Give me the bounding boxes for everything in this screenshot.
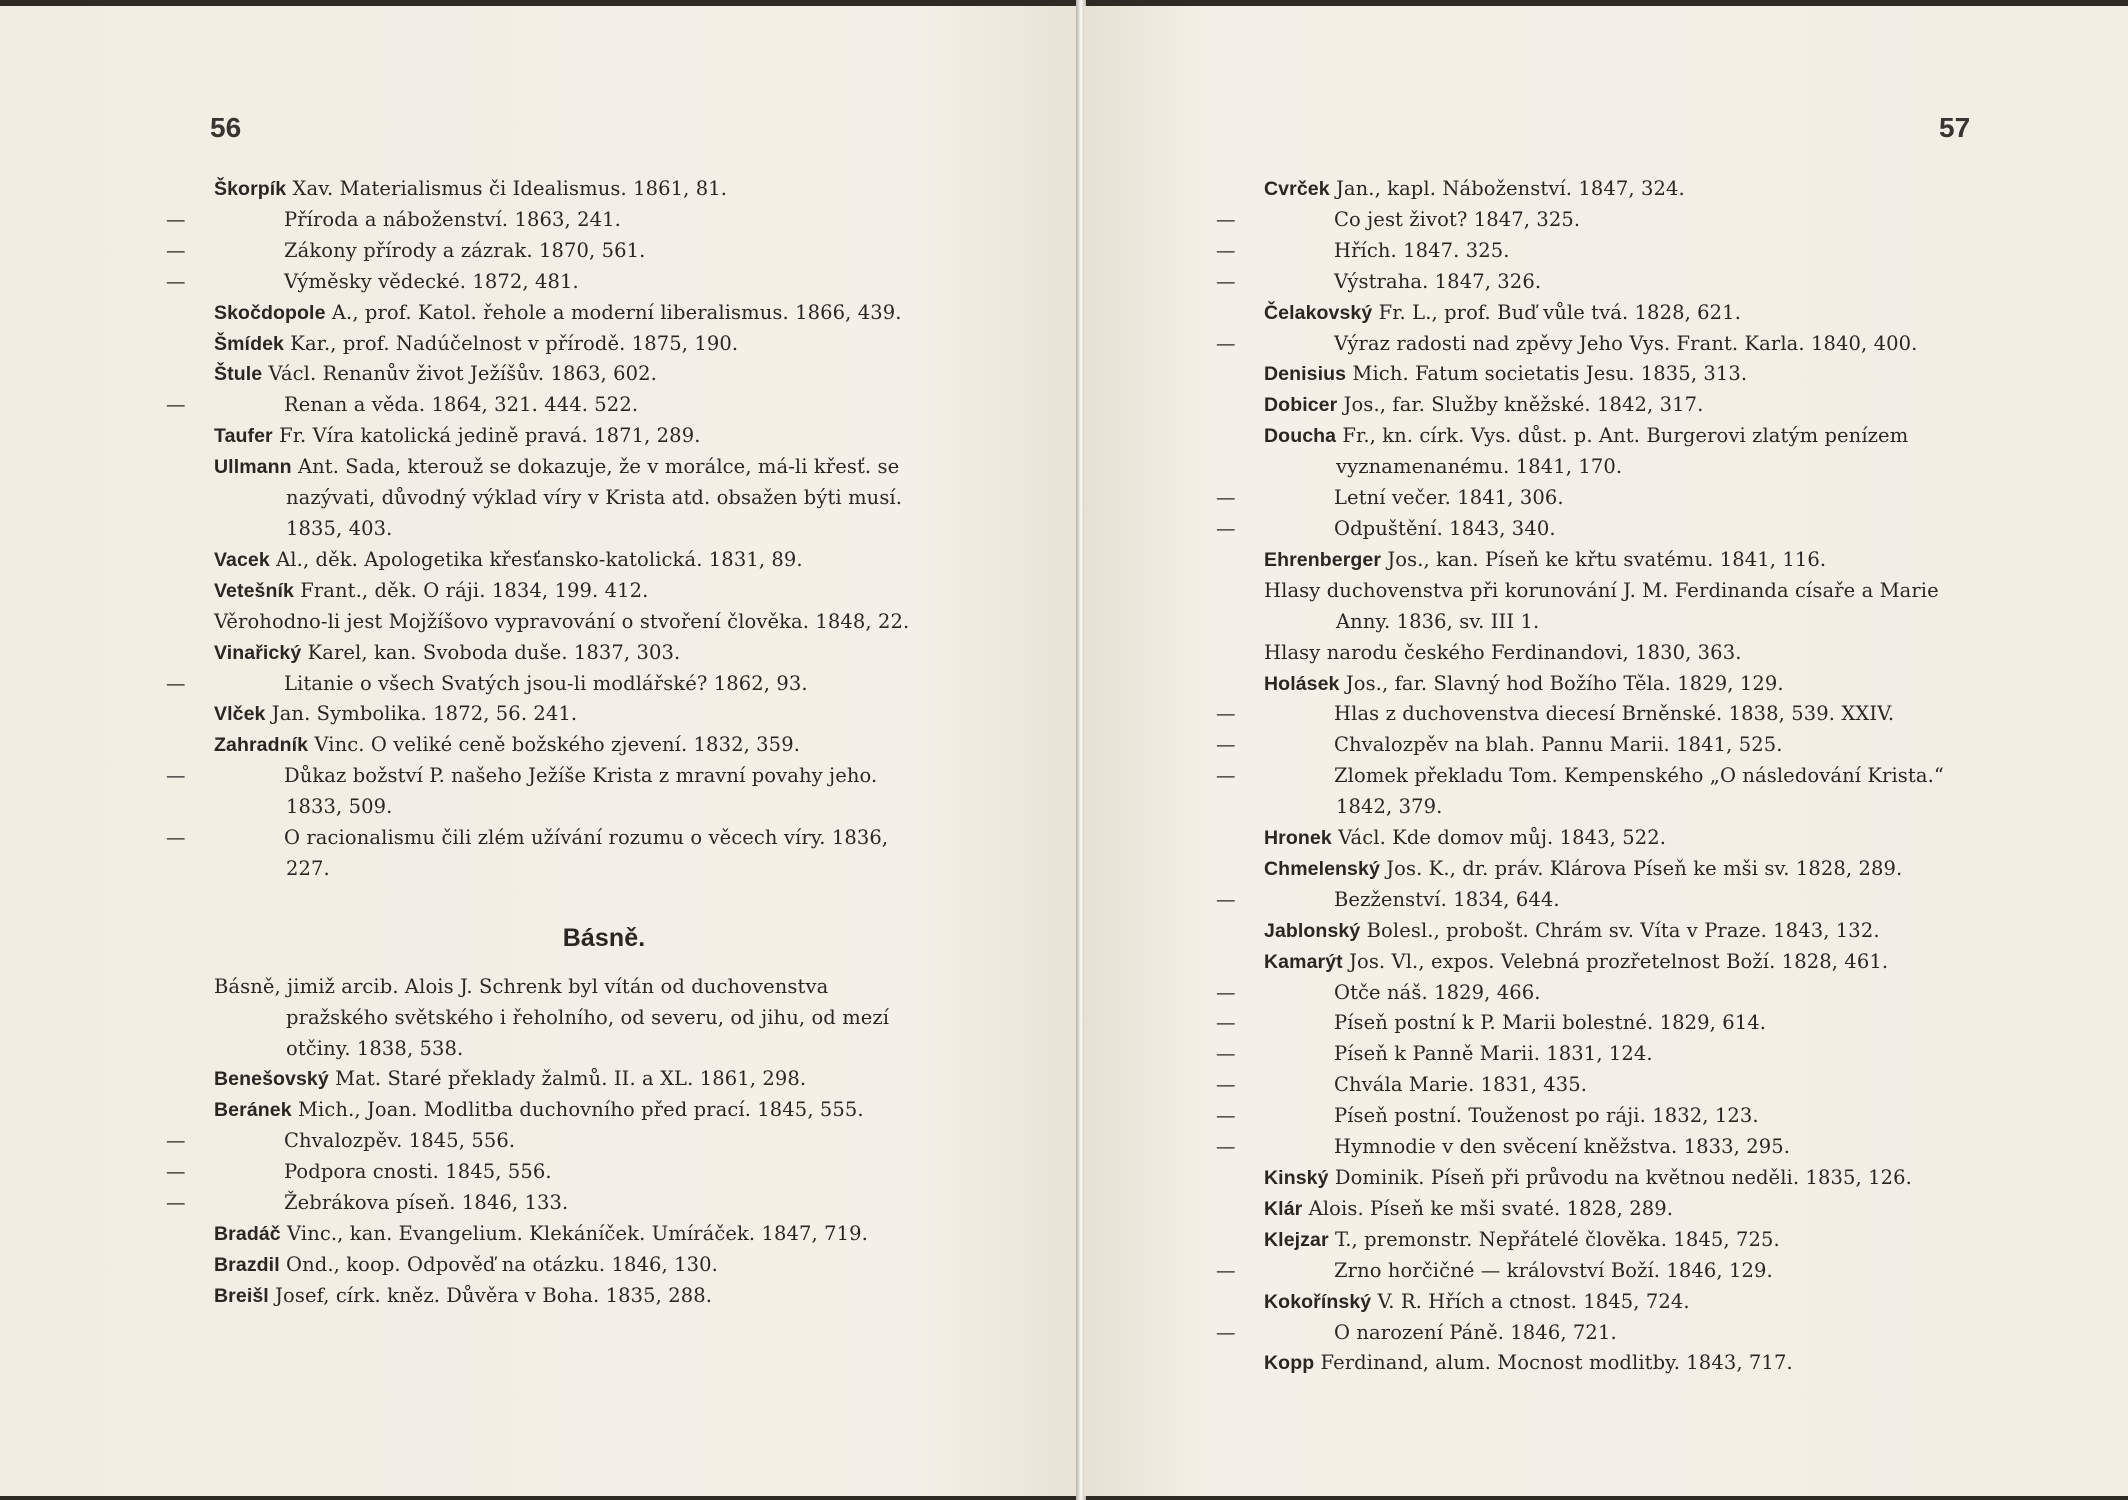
index-entry	[214, 1095, 934, 1126]
entry-text: Xav. Materialismus či Idealismus. 1861, 81.	[292, 177, 728, 200]
index-entry	[1264, 916, 1964, 947]
ditto-dash: —	[1216, 1042, 1236, 1066]
ditto-dash: —	[1216, 887, 1236, 911]
author-name: Vinařický	[214, 641, 302, 664]
index-entry	[214, 699, 934, 730]
author-name: Breišl	[214, 1284, 269, 1307]
entry-text: Al., děk. Apologetika křesťansko-katolická. 1831, 89.	[276, 547, 803, 571]
index-entry	[1264, 1225, 1964, 1256]
index-entry	[1216, 761, 1964, 823]
ditto-dash: —	[1216, 269, 1236, 293]
ditto-dash: —	[1216, 516, 1236, 540]
index-entry	[1264, 359, 1964, 390]
entry-text: Podpora cnosti. 1845, 556.	[284, 1160, 552, 1184]
index-entry	[1264, 1348, 1964, 1379]
author-name: Jablonský	[1264, 919, 1361, 942]
index-entry	[1264, 545, 1964, 576]
entry-text: Vinc. O veliké ceně božského zjevení. 1832, 359.	[314, 733, 800, 757]
entry-group	[1216, 174, 1964, 1379]
entry-text: Renan a věda. 1864, 321. 444. 522.	[284, 393, 639, 417]
entry-text: Odpuštění. 1843, 340.	[1334, 516, 1556, 540]
index-entry	[214, 638, 934, 669]
entry-text: Otče náš. 1829, 466.	[1334, 980, 1541, 1004]
author-name: Dobicer	[1264, 394, 1338, 417]
author-name: Kamarýt	[1264, 950, 1343, 973]
author-name: Hronek	[1264, 827, 1332, 850]
index-entry	[166, 267, 934, 298]
entry-text: Hřích. 1847. 325.	[1334, 238, 1510, 262]
entry-text: Píseň postní. Touženost po ráji. 1832, 123.	[1334, 1104, 1759, 1128]
index-entry	[1216, 1318, 1964, 1349]
ditto-dash: —	[166, 826, 186, 850]
entry-text: Píseň k Panně Marii. 1831, 124.	[1334, 1042, 1653, 1066]
entry-text: Zrno horčičné — království Boží. 1846, 129.	[1334, 1258, 1773, 1282]
entry-text: Letní večer. 1841, 306.	[1334, 486, 1564, 510]
index-entry	[214, 452, 934, 545]
entry-text: Ond., koop. Odpověď na otázku. 1846, 130.	[286, 1252, 718, 1276]
entry-text: O narození Páně. 1846, 721.	[1334, 1320, 1617, 1344]
ditto-dash: —	[166, 238, 186, 262]
index-entry	[214, 576, 934, 607]
left-page	[0, 6, 1078, 1496]
index-entry	[214, 730, 934, 761]
entry-text: Fr., kn. círk. Vys. důst. p. Ant. Burgerovi zlatým penízem vyznamenanému. 1841, 170.	[1336, 424, 1909, 479]
ditto-dash: —	[1216, 1258, 1236, 1282]
entry-text: Ferdinand, alum. Mocnost modlitby. 1843, 717.	[1320, 1351, 1793, 1375]
index-entry	[214, 607, 934, 638]
ditto-dash: —	[1216, 486, 1236, 510]
entry-text: Výraz radosti nad zpěvy Jeho Vys. Frant. Karla. 1840, 400.	[1334, 331, 1918, 355]
entry-text: Výstraha. 1847, 326.	[1334, 269, 1542, 293]
author-name: Benešovský	[214, 1068, 329, 1091]
index-entry	[1216, 1039, 1964, 1070]
entry-text: Josef, círk. kněz. Důvěra v Boha. 1835, 288.	[275, 1283, 713, 1307]
author-name: Holásek	[1264, 672, 1340, 695]
index-entry	[1216, 1008, 1964, 1039]
author-name: Taufer	[214, 425, 273, 448]
entry-text: Karel, kan. Svoboda duše. 1837, 303.	[307, 640, 681, 664]
index-entry	[1264, 421, 1964, 483]
index-entry	[1216, 1070, 1964, 1101]
entry-text: Hymnodie v den svěcení kněžstva. 1833, 295.	[1334, 1135, 1791, 1159]
index-entry	[1216, 885, 1964, 916]
ditto-dash: —	[166, 393, 186, 417]
index-entry	[1216, 978, 1964, 1009]
entry-text: Václ. Renanův život Ježíšův. 1863, 602.	[268, 362, 657, 386]
ditto-dash: —	[166, 1129, 186, 1153]
index-entry	[166, 1126, 934, 1157]
author-name: Vacek	[214, 548, 270, 571]
author-name: Doucha	[1264, 425, 1337, 448]
entry-text: A., prof. Katol. řehole a moderní liberalismus. 1866, 439.	[331, 300, 902, 324]
page-number: 56	[210, 112, 242, 143]
ditto-dash: —	[166, 269, 186, 293]
index-entry	[214, 1064, 934, 1095]
right-page	[1084, 6, 2128, 1496]
author-name: Klár	[1264, 1197, 1303, 1220]
ditto-dash: —	[166, 764, 186, 788]
ditto-dash: —	[1216, 238, 1236, 262]
author-name: Kopp	[1264, 1352, 1315, 1375]
entry-text: Hlasy duchovenstva při korunování J. M. Ferdinanda císaře a Marie Anny. 1836, sv. III 1.	[1264, 578, 1939, 633]
entry-text: Kar., prof. Nadúčelnost v přírodě. 1875, 190.	[290, 331, 739, 355]
author-name: Kokořínský	[1264, 1290, 1372, 1313]
ditto-dash: —	[1216, 980, 1236, 1004]
author-name: Klejzar	[1264, 1228, 1329, 1251]
ditto-dash: —	[1216, 764, 1236, 788]
entry-text: Ant. Sada, kterouž se dokazuje, že v morálce, má-li křesť. se nazývati, důvodný výklad víry v Krista atd. obsažen býti musí. 1835, 403.	[286, 455, 903, 540]
ditto-dash: —	[1216, 1135, 1236, 1159]
entry-text: Důkaz božství P. našeho Ježíše Krista z mravní povahy jeho. 1833, 509.	[284, 764, 878, 819]
index-entry	[1264, 947, 1964, 978]
index-entry	[1216, 329, 1964, 360]
index-entry	[1216, 205, 1964, 236]
entry-text: Chvála Marie. 1831, 435.	[1334, 1073, 1588, 1097]
index-entry	[214, 972, 934, 1065]
index-entry	[214, 421, 934, 452]
author-name: Denisius	[1264, 363, 1347, 386]
entry-text: Chvalozpěv na blah. Pannu Marii. 1841, 525.	[1334, 733, 1783, 757]
page-number: 57	[1939, 112, 1971, 143]
entry-text: Václ. Kde domov můj. 1843, 522.	[1338, 826, 1667, 850]
author-name: Kinský	[1264, 1167, 1329, 1189]
entry-text: Jos., far. Služby kněžské. 1842, 317.	[1343, 393, 1704, 417]
index-entry	[1216, 514, 1964, 545]
index-entry	[166, 390, 934, 421]
index-entry	[1216, 483, 1964, 514]
entry-text: Jan., kapl. Náboženství. 1847, 324.	[1335, 177, 1685, 200]
entry-text: Fr. L., prof. Buď vůle tvá. 1828, 621.	[1378, 300, 1741, 324]
index-entry	[1216, 267, 1964, 298]
author-name: Zahradník	[214, 734, 309, 757]
entry-list	[1216, 174, 1964, 1379]
index-entry	[214, 174, 934, 205]
entry-text: Jos., kan. Píseň ke křtu svatému. 1841, 116.	[1387, 547, 1827, 571]
entry-text: O racionalismu čili zlém užívání rozumu o věcech víry. 1836, 227.	[284, 826, 889, 880]
index-entry	[1264, 854, 1964, 885]
ditto-dash: —	[1216, 207, 1236, 231]
ditto-dash: —	[166, 207, 186, 231]
ditto-dash: —	[1216, 1320, 1236, 1344]
index-entry	[1264, 1163, 1964, 1194]
index-entry	[1216, 1256, 1964, 1287]
index-entry	[1264, 638, 1964, 669]
entry-text: Dominik. Píseň při průvodu na květnou neděli. 1835, 126.	[1334, 1166, 1912, 1189]
index-entry	[1264, 823, 1964, 854]
author-name: Cvrček	[1264, 178, 1330, 200]
index-entry	[166, 1157, 934, 1188]
ditto-dash: —	[166, 1160, 186, 1184]
index-entry	[1216, 699, 1964, 730]
author-name: Šmídek	[214, 332, 284, 355]
author-name: Ullmann	[214, 456, 292, 479]
index-entry	[166, 236, 934, 267]
index-entry	[214, 1219, 934, 1250]
entry-text: Hlasy narodu českého Ferdinandovi, 1830, 363.	[1264, 640, 1742, 664]
entry-text: Hlas z duchovenstva diecesí Brněnské. 1838, 539. XXIV.	[1334, 702, 1895, 726]
entry-text: Alois. Píseň ke mši svaté. 1828, 289.	[1308, 1196, 1674, 1220]
ditto-dash: —	[1216, 733, 1236, 757]
index-entry	[1216, 1101, 1964, 1132]
entry-text: Mich., Joan. Modlitba duchovního před prací. 1845, 555.	[297, 1098, 864, 1122]
entry-text: Mich. Fatum societatis Jesu. 1835, 313.	[1352, 362, 1748, 386]
index-entry	[214, 298, 934, 329]
entry-text: Věrohodno-li jest Mojžíšovo vypravování o stvoření člověka. 1848, 22.	[214, 609, 910, 633]
index-entry	[166, 205, 934, 236]
entry-group-top	[166, 174, 934, 885]
index-entry	[214, 359, 934, 390]
index-entry	[214, 329, 934, 360]
ditto-dash: —	[166, 671, 186, 695]
author-name: Štule	[214, 363, 263, 386]
section-heading: Básně.	[562, 923, 646, 952]
entry-text: Litanie o všech Svatých jsou-li modlářské? 1862, 93.	[284, 671, 808, 695]
author-name: Škorpík	[214, 178, 287, 200]
ditto-dash: —	[1216, 702, 1236, 726]
author-name: Vetešník	[214, 579, 294, 602]
index-entry	[166, 761, 934, 823]
index-entry	[1264, 1287, 1964, 1318]
entry-text: Bolesl., probošt. Chrám sv. Víta v Praze. 1843, 132.	[1366, 918, 1880, 942]
entry-text: T., premonstr. Nepřátelé člověka. 1845, 725.	[1334, 1227, 1780, 1251]
entry-text: Co jest život? 1847, 325.	[1334, 207, 1581, 231]
entry-text: Frant., děk. O ráji. 1834, 199. 412.	[300, 578, 649, 602]
entry-text: V. R. Hřích a ctnost. 1845, 724.	[1377, 1289, 1690, 1313]
entry-text: Jos. K., dr. práv. Klárova Píseň ke mši sv. 1828, 289.	[1386, 856, 1903, 880]
entry-text: Vinc., kan. Evangelium. Klekáníček. Umíráček. 1847, 719.	[287, 1222, 868, 1245]
index-entry	[1216, 236, 1964, 267]
index-entry	[1216, 730, 1964, 761]
index-entry	[1216, 1132, 1964, 1163]
index-entry	[1264, 174, 1964, 205]
entry-text: Fr. Víra katolická jedině pravá. 1871, 289.	[279, 424, 701, 448]
entry-text: Mat. Staré překlady žalmů. II. a XL. 1861, 298.	[335, 1067, 807, 1091]
entry-text: Básně, jimiž arcib. Alois J. Schrenk byl vítán od duchovenstva pražského světského i řeholního, od severu, od jihu, od mezí otčiny. 1838, 538.	[214, 974, 890, 1060]
index-entry	[166, 669, 934, 700]
ditto-dash: —	[1216, 1073, 1236, 1097]
index-entry	[214, 1250, 934, 1281]
index-entry	[166, 1188, 934, 1219]
entry-text: Žebrákova píseň. 1846, 133.	[284, 1191, 569, 1215]
index-entry	[1264, 390, 1964, 421]
entry-text: Jan. Symbolika. 1872, 56. 241.	[271, 702, 578, 726]
author-name: Chmelenský	[1264, 857, 1380, 880]
index-entry	[1264, 576, 1964, 638]
entry-text: Příroda a náboženství. 1863, 241.	[284, 207, 621, 231]
entry-text: Jos., far. Slavný hod Božího Těla. 1829, 129.	[1345, 671, 1784, 695]
entry-text: Bezženství. 1834, 644.	[1334, 887, 1560, 911]
entry-list	[166, 174, 934, 1312]
author-name: Beránek	[214, 1099, 292, 1122]
author-name: Skočdopole	[214, 301, 326, 324]
ditto-dash: —	[1216, 331, 1236, 355]
ditto-dash: —	[1216, 1104, 1236, 1128]
entry-text: Zlomek překladu Tom. Kempenského „O následování Krista.“ 1842, 379.	[1334, 764, 1944, 819]
index-entry	[166, 823, 934, 885]
author-name: Vlček	[214, 703, 266, 726]
entry-text: Píseň postní k P. Marii bolestné. 1829, 614.	[1334, 1011, 1767, 1035]
entry-text: Zákony přírody a zázrak. 1870, 561.	[284, 238, 646, 262]
ditto-dash: —	[1216, 1011, 1236, 1035]
index-entry	[214, 545, 934, 576]
author-name: Ehrenberger	[1264, 548, 1382, 571]
entry-text: Výměsky vědecké. 1872, 481.	[284, 269, 579, 293]
ditto-dash: —	[166, 1191, 186, 1215]
author-name: Čelakovský	[1264, 301, 1373, 324]
index-entry	[1264, 298, 1964, 329]
author-name: Bradáč	[214, 1223, 281, 1245]
index-entry	[1264, 1194, 1964, 1225]
index-entry	[1264, 669, 1964, 700]
author-name: Brazdil	[214, 1253, 280, 1276]
entry-group-bottom	[166, 972, 934, 1312]
index-entry	[214, 1281, 934, 1312]
entry-text: Chvalozpěv. 1845, 556.	[284, 1129, 516, 1153]
entry-text: Jos. Vl., expos. Velebná prozřetelnost Boží. 1828, 461.	[1349, 949, 1889, 973]
